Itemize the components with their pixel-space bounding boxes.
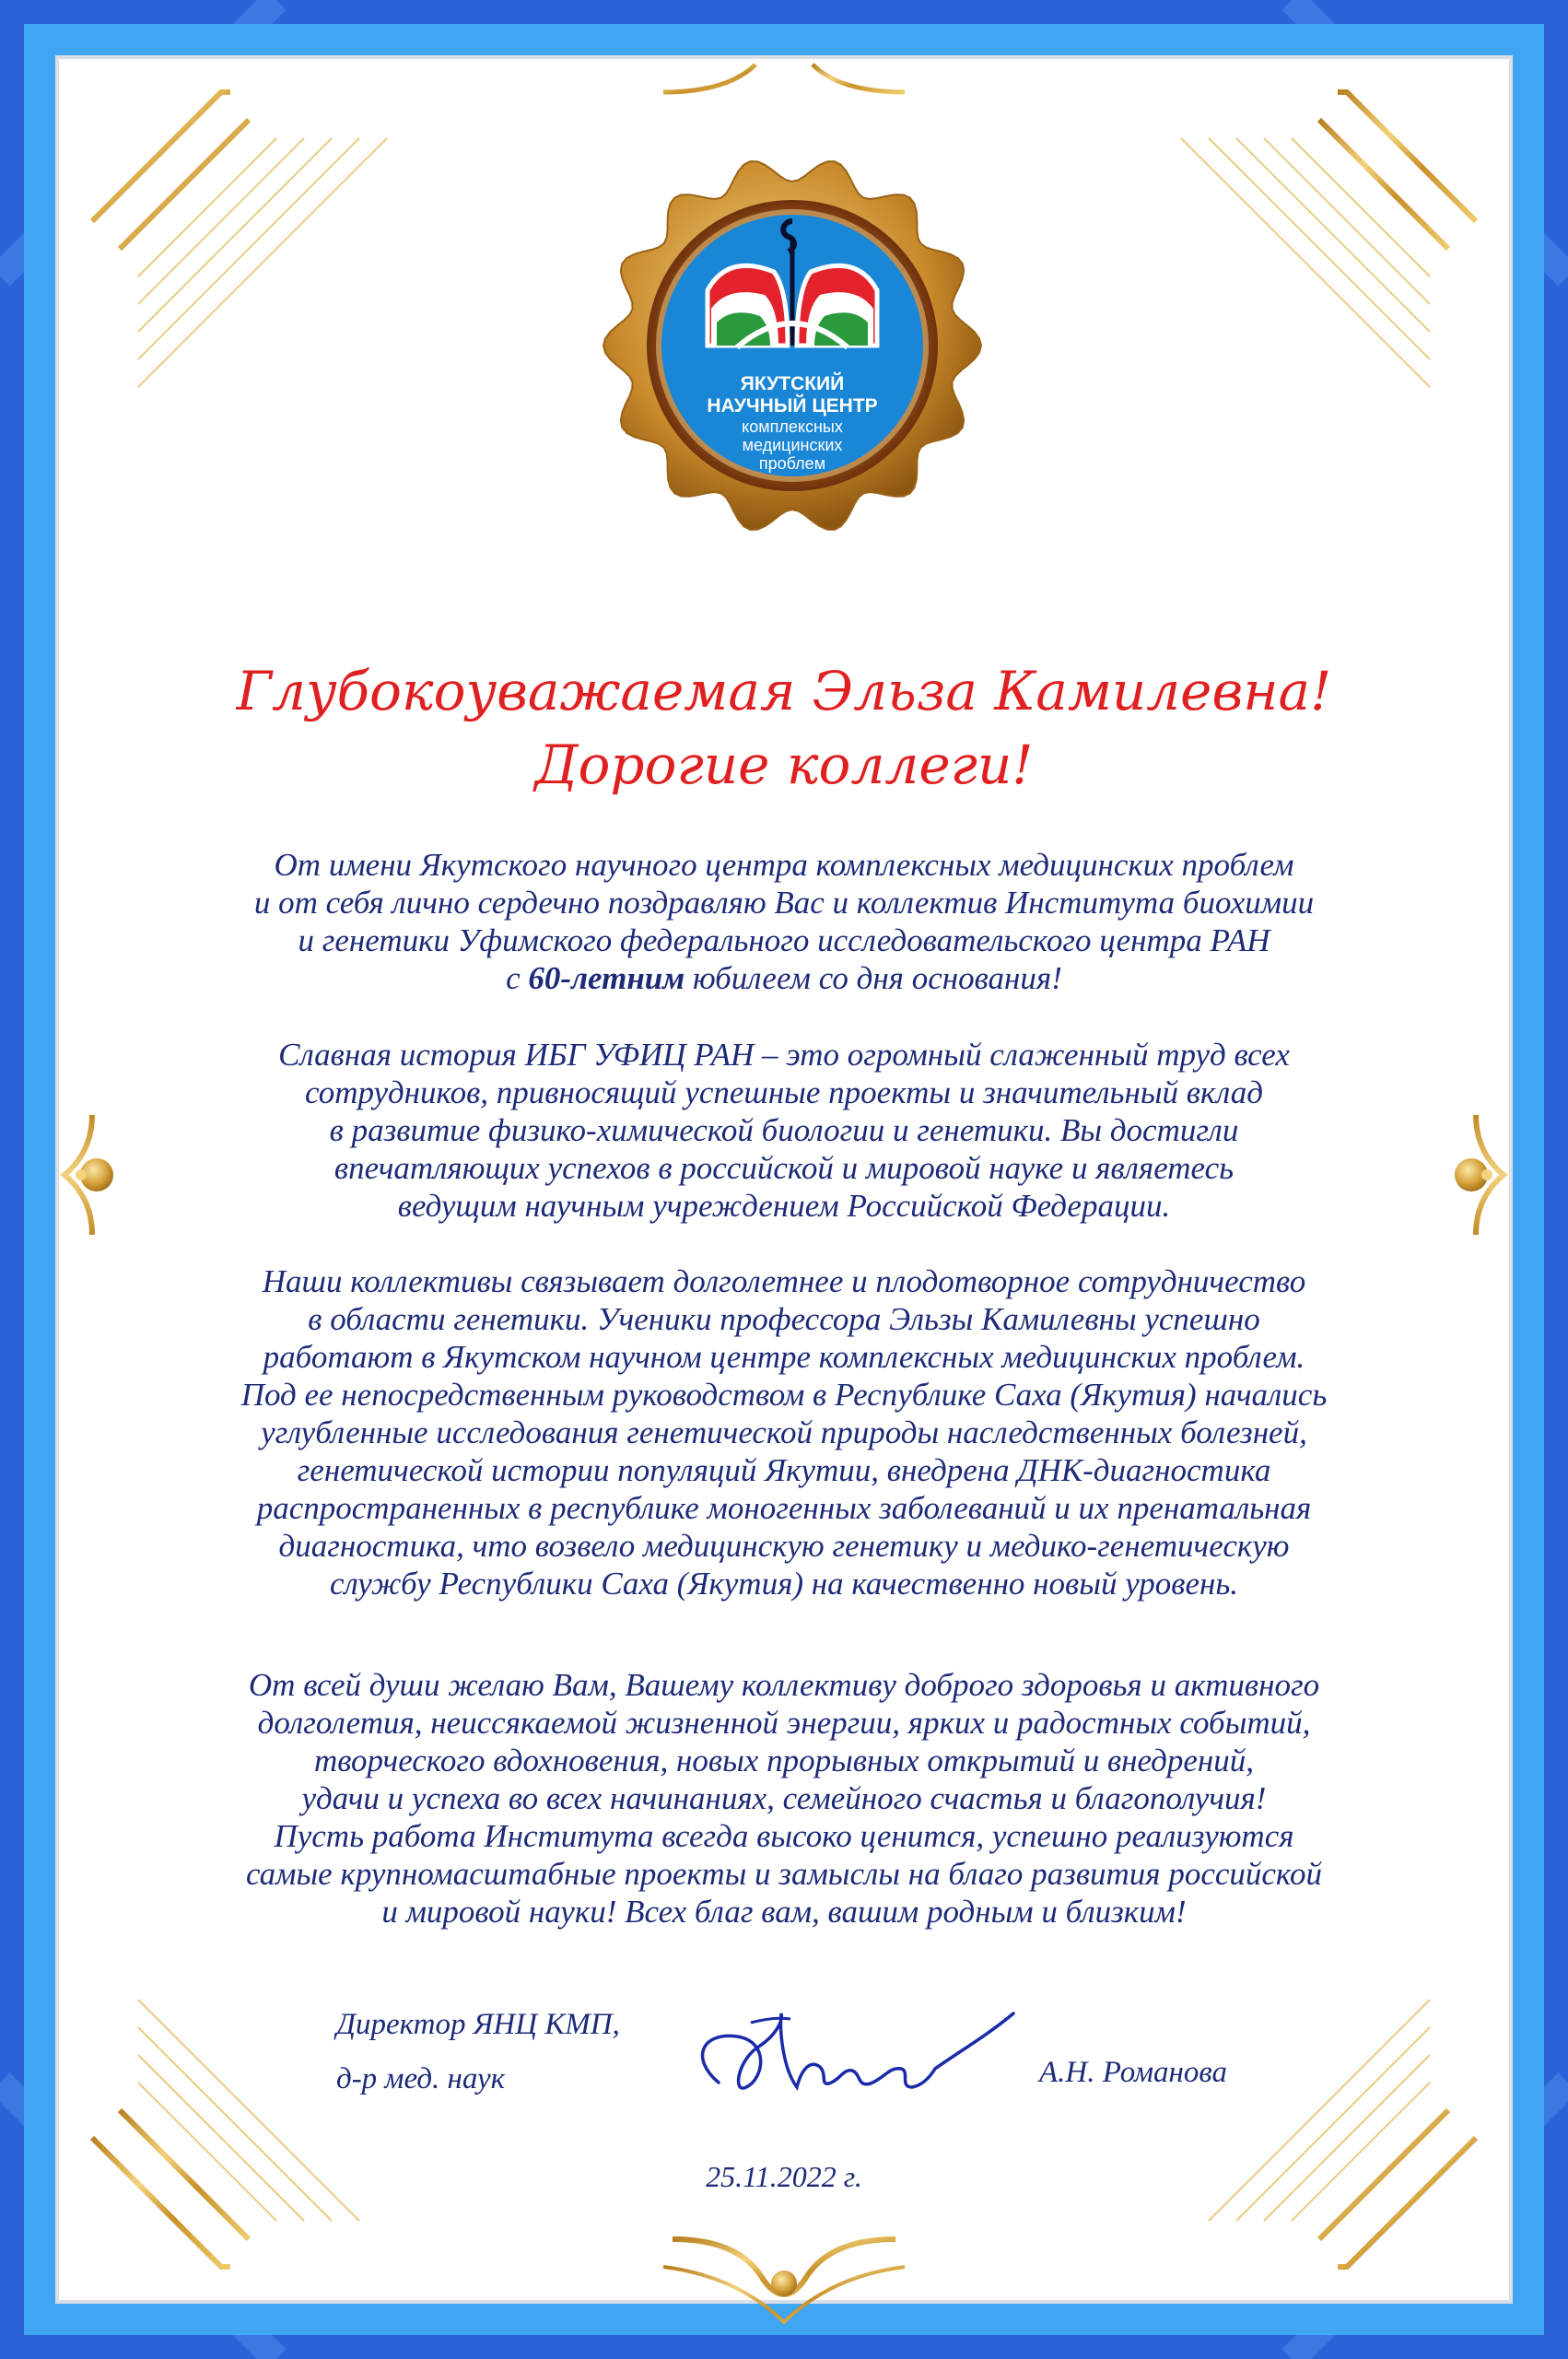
- anniversary-emphasis: 60-летним: [528, 960, 685, 996]
- text-line: и от себя лично сердечно поздравляю Вас и коллектив Института биохимии: [253, 885, 1315, 921]
- text-line: впечатляющих успехов в российской и мировой науке и являетесь: [333, 1150, 1235, 1186]
- signatory-position: [336, 1998, 620, 2107]
- letter-date: 25.11.2022 г.: [706, 2160, 862, 2193]
- seal-line5: проблем: [758, 454, 826, 473]
- text-line: Пусть работа Института всегда высоко ценится, успешно реализуются: [274, 1818, 1294, 1854]
- paragraph-3: [157, 1262, 1411, 1602]
- text-line: и мировой науки! Всех благ вам, вашим родным и близким!: [381, 1894, 1187, 1930]
- text-fragment: юбилеем со дня основания!: [685, 960, 1062, 996]
- position-line-1: Директор ЯНЦ КМП,: [336, 2008, 620, 2041]
- greeting-line-2: Дорогие коллеги!: [534, 734, 1034, 796]
- text-line: и генетики Уфимского федерального исследовательского центра РАН: [298, 922, 1270, 958]
- greeting-heading: [138, 654, 1430, 802]
- seal-line3: комплексных: [742, 417, 843, 436]
- text-line: работают в Якутском научном центре комплексных медицинских проблем.: [263, 1339, 1305, 1375]
- seal-line4: медицинских: [742, 436, 843, 454]
- paragraph-2: [157, 1036, 1411, 1225]
- greeting-line-1: Глубокоуважаемая Эльза Камилевна!: [236, 660, 1332, 722]
- text-line: удачи и успеха во всех начинаниях, семейного счастья и благополучия!: [301, 1780, 1267, 1816]
- paragraph-4: [157, 1666, 1411, 1931]
- logo-seal: [599, 152, 986, 539]
- text-line: долголетия, неиссякаемой жизненной энергии, ярких и радостных событий,: [257, 1705, 1311, 1741]
- seal-line2: НАУЧНЫЙ ЦЕНТР: [707, 395, 878, 417]
- text-line: сотрудников, привносящий успешные проекты и значительный вклад: [305, 1074, 1263, 1110]
- text-line: От имени Якутского научного центра комплексных медицинских проблем: [274, 847, 1294, 883]
- handwritten-signature: [682, 1995, 1023, 2110]
- text-line: в развитие физико-химической биологии и генетики. Вы достигли: [329, 1112, 1239, 1148]
- text-line: [157, 959, 1411, 997]
- text-fragment: с: [506, 960, 529, 996]
- text-line: Славная история ИБГ УФИЦ РАН – это огромный слаженный труд всех: [278, 1037, 1290, 1073]
- text-line: в области генетики. Ученики профессора Эльзы Камилевны успешно: [308, 1301, 1260, 1337]
- text-line: Наши коллективы связывает долголетнее и плодотворное сотрудничество: [262, 1263, 1306, 1299]
- text-line: службу Республики Саха (Якутия) на качественно новый уровень.: [329, 1566, 1239, 1602]
- text-line: распространенных в республике моногенных заболеваний и их пренатальная: [256, 1490, 1312, 1526]
- text-line: ведущим научным учреждением Российской Федерации.: [397, 1188, 1171, 1224]
- text-line: Под ее непосредственным руководством в Республике Саха (Якутия) начались: [240, 1377, 1328, 1413]
- paragraph-1: [157, 846, 1411, 997]
- text-line: углубленные исследования генетической природы наследственных болезней,: [261, 1414, 1307, 1450]
- signatory-name: А.Н. Романова: [1039, 2056, 1227, 2089]
- text-line: диагностика, что возвело медицинскую генетику и медико-генетическую: [278, 1528, 1290, 1564]
- seal-line1: ЯКУТСКИЙ: [740, 373, 845, 394]
- text-line: творческого вдохновения, новых прорывных открытий и внедрений,: [313, 1743, 1255, 1778]
- text-line: генетической истории популяций Якутии, внедрена ДНК-диагностика: [297, 1452, 1271, 1488]
- text-line: самые крупномасштабные проекты и замыслы на благо развития российской: [246, 1856, 1322, 1892]
- text-line: От всей души желаю Вам, Вашему коллективу доброго здоровья и активного: [248, 1667, 1320, 1703]
- position-line-2: д-р мед. наук: [336, 2062, 506, 2095]
